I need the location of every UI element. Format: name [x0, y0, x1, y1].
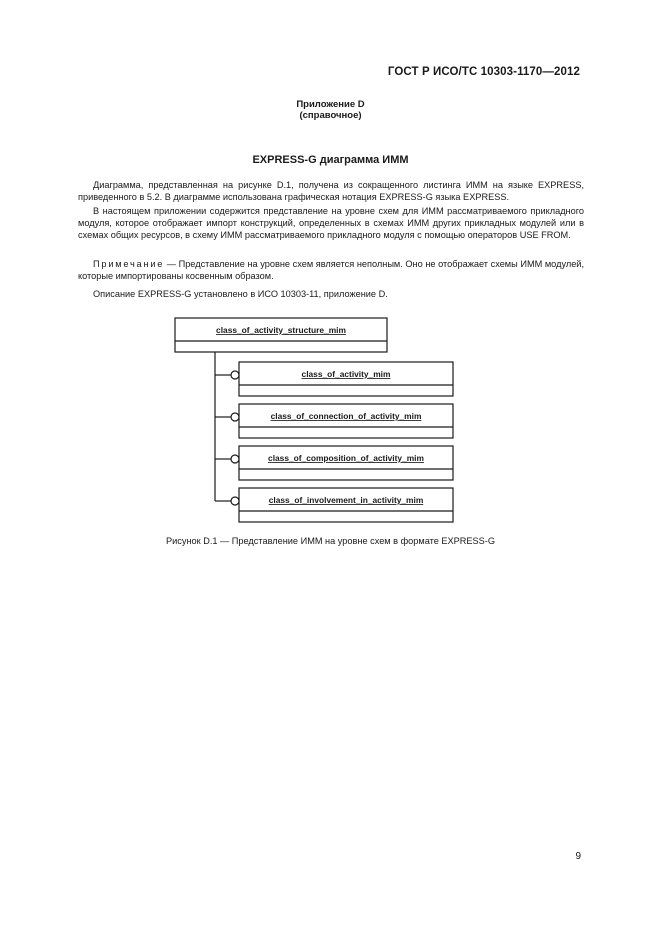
section-title: EXPRESS-G диаграмма ИММ: [252, 154, 409, 166]
figure-caption: Рисунок D.1 — Представление ИММ на уровне схем в формате EXPRESS-G: [166, 536, 495, 546]
annex-kind: (справочное): [299, 110, 362, 121]
child-schema-label-1: class_of_activity_mim: [301, 369, 391, 379]
child-schema-box-4: [239, 488, 453, 522]
note-label: Примечание: [93, 259, 165, 269]
relation-circle-icon: [231, 455, 239, 463]
child-schema-label-4: class_of_involvement_in_activity_mim: [268, 495, 424, 505]
child-schema-box-2: [239, 404, 453, 438]
root-schema-box: [175, 318, 387, 352]
paragraph-3-text: Описание EXPRESS-G установлено в ИСО 10303-11, приложение D.: [93, 289, 388, 299]
paragraph-2-text: В настоящем приложении содержится представление на уровне схем для ИММ рассматриваемого прикладного модуля, которое отображает импорт конструкций, определенных в схемах ИММ других прикладных модулей или в схемах общих ресурсов, в схему ИММ рассматриваемого прикладного модуля с помощью операторов USE FROM.: [78, 206, 584, 240]
child-schema-box-3: [239, 446, 453, 480]
child-schema-box-1: [239, 362, 453, 396]
note-text: — Представление на уровне схем является неполным. Оно не отображает схемы ИММ модулей, которые импортированы косвенным образом.: [78, 259, 584, 281]
document-code-header: ГОСТ Р ИСО/ТС 10303-1170—2012: [387, 66, 580, 78]
page-number: 9: [575, 851, 581, 862]
paragraph-1-text: Диаграмма, представленная на рисунке D.1, получена из сокращенного листинга ИММ на языке EXPRESS, приведенного в 5.2. В диаграмме использована графическая нотация EXPRESS-G языка EXPRESS.: [78, 180, 584, 202]
child-schema-label-3: class_of_composition_of_activity_mim: [268, 453, 424, 463]
annex-label: Приложение D: [296, 99, 365, 110]
child-schema-label-2: class_of_connection_of_activity_mim: [270, 411, 422, 421]
relation-circle-icon: [231, 413, 239, 421]
root-schema-label: class_of_activity_structure_mim: [216, 325, 346, 335]
relation-circle-icon: [231, 497, 239, 505]
relation-circle-icon: [231, 371, 239, 379]
